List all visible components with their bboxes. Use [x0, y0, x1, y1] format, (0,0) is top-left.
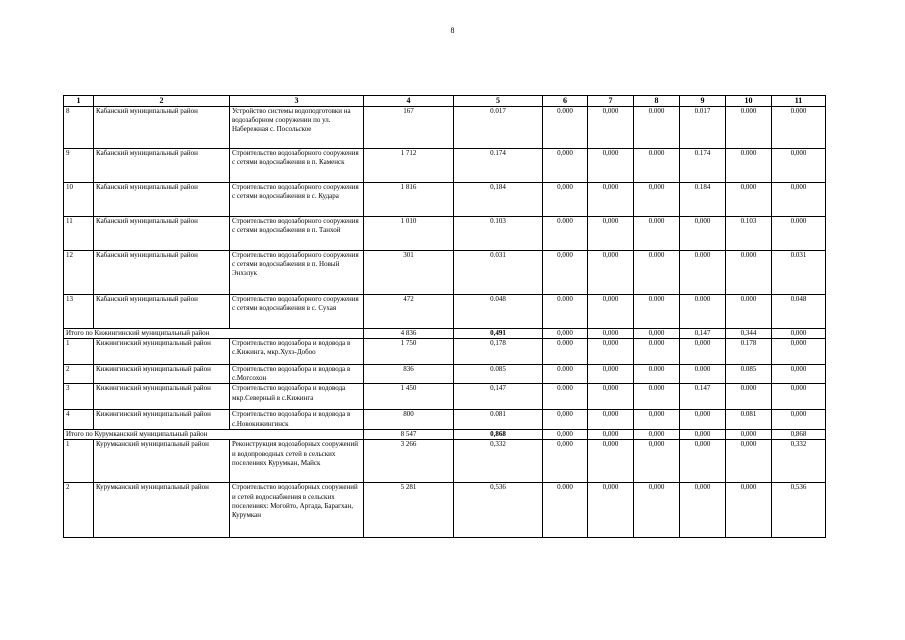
row-number: 9 — [64, 149, 94, 183]
district-cell: Курумканский муниципальный район — [94, 440, 230, 483]
value-cell: 0.103 — [726, 217, 772, 251]
value-cell: 0,000 — [588, 339, 634, 365]
value-cell: 0,000 — [772, 410, 826, 430]
project-cell: Реконструкция водозаборных сооружений и водопроводных сетей в сельских поселениях Курумкан, Майск — [230, 440, 364, 483]
project-cell: Строительство водозаборных сооружений и сетей водоснабжения в сельских поселениях: Могойто, Аргада, Барагхан, Курумкан — [230, 483, 364, 538]
value-cell: 0,000 — [588, 217, 634, 251]
value-cell: 0,000 — [543, 251, 588, 295]
table-row — [64, 217, 826, 251]
page-number: 8 — [450, 26, 455, 35]
table-row — [64, 251, 826, 295]
value-cell: 0.000 — [726, 295, 772, 329]
value-cell: 0,000 — [588, 149, 634, 183]
table-row — [64, 410, 826, 430]
district-cell: Кижингинский муниципальный район — [94, 410, 230, 430]
row-number: 1 — [64, 440, 94, 483]
value-cell: 0.081 — [726, 410, 772, 430]
value-cell: 0.000 — [772, 217, 826, 251]
header-cell: 11 — [772, 96, 826, 107]
value-cell: 0.000 — [634, 339, 680, 365]
value-cell: 0,000 — [726, 183, 772, 217]
value-cell: 0.000 — [772, 107, 826, 149]
row-number: 4 — [64, 410, 94, 430]
total-cell: 0,000 — [588, 430, 634, 440]
value-cell: 0.085 — [726, 365, 772, 384]
total-cell: 0,000 — [680, 430, 726, 440]
value-cell: 0,536 — [772, 483, 826, 538]
row-number: 1 — [64, 339, 94, 365]
data-table — [63, 95, 826, 538]
value-cell: 0,000 — [772, 384, 826, 410]
value-cell: 0.000 — [634, 295, 680, 329]
value-cell: 301 — [364, 251, 454, 295]
total-row — [64, 329, 826, 339]
value-cell: 836 — [364, 365, 454, 384]
value-cell: 0.000 — [634, 384, 680, 410]
total-cell: 0,344 — [726, 329, 772, 339]
value-cell: 0,000 — [543, 183, 588, 217]
value-cell: 800 — [364, 410, 454, 430]
value-cell: 0,000 — [634, 410, 680, 430]
value-cell: 0.000 — [543, 295, 588, 329]
header-cell: 8 — [634, 96, 680, 107]
value-cell: 0,000 — [772, 183, 826, 217]
table-row — [64, 183, 826, 217]
value-cell: 0,000 — [680, 410, 726, 430]
row-number: 11 — [64, 217, 94, 251]
table-row — [64, 339, 826, 365]
value-cell: 0,000 — [772, 365, 826, 384]
project-cell: Строительство водозаборного сооружения с сетями водоснабжения в п. Каменск — [230, 149, 364, 183]
table-row — [64, 483, 826, 538]
value-cell: 0.000 — [726, 251, 772, 295]
row-number: 10 — [64, 183, 94, 217]
value-cell: 5 281 — [364, 483, 454, 538]
table-row — [64, 440, 826, 483]
total-cell: 0,868 — [454, 430, 543, 440]
row-number: 13 — [64, 295, 94, 329]
value-cell: 0.031 — [772, 251, 826, 295]
value-cell: 0,000 — [680, 339, 726, 365]
value-cell: 0,000 — [588, 295, 634, 329]
value-cell: 0,332 — [772, 440, 826, 483]
total-cell: 0,000 — [634, 430, 680, 440]
project-cell: Строительство водозабора и водовода в с.Новокижингинск — [230, 410, 364, 430]
district-cell: Кабанский муниципальный район — [94, 183, 230, 217]
project-cell: Строительство водозаборного сооружения с сетями водоснабжения в п. Новый Энхэлук — [230, 251, 364, 295]
value-cell: 0.000 — [726, 149, 772, 183]
value-cell: 0,000 — [588, 107, 634, 149]
value-cell: 0,000 — [543, 410, 588, 430]
value-cell: 0,000 — [634, 440, 680, 483]
value-cell: 0,000 — [588, 483, 634, 538]
value-cell: 0.000 — [543, 339, 588, 365]
district-cell: Кабанский муниципальный район — [94, 251, 230, 295]
district-cell: Кижингинский муниципальный район — [94, 339, 230, 365]
header-cell: 10 — [726, 96, 772, 107]
header-cell: 9 — [680, 96, 726, 107]
header-cell: 7 — [588, 96, 634, 107]
district-cell: Кижингинский муниципальный район — [94, 365, 230, 384]
value-cell: 0,147 — [454, 384, 543, 410]
project-cell: Строительство водозабора и водовода в с.Могсохон — [230, 365, 364, 384]
project-cell: Строительство водозаборного сооружения с сетями водоснабжения в п. Танхой — [230, 217, 364, 251]
value-cell: 0.184 — [680, 183, 726, 217]
value-cell: 0.000 — [543, 217, 588, 251]
total-cell: 4 836 — [364, 329, 454, 339]
value-cell: 1 816 — [364, 183, 454, 217]
table-row — [64, 107, 826, 149]
district-cell: Кижингинский муниципальный район — [94, 384, 230, 410]
value-cell: 0.178 — [726, 339, 772, 365]
table-row — [64, 149, 826, 183]
total-cell: 0,000 — [543, 329, 588, 339]
project-cell: Устройство системы водоподготовки на водозаборном сооружении по ул. Набережная с. Посольское — [230, 107, 364, 149]
district-cell: Курумканский муниципальный район — [94, 483, 230, 538]
total-cell: 0,868 — [772, 430, 826, 440]
value-cell: 1 450 — [364, 384, 454, 410]
row-number: 2 — [64, 365, 94, 384]
value-cell: 0,000 — [588, 251, 634, 295]
value-cell: 0.174 — [680, 149, 726, 183]
value-cell: 0.000 — [680, 295, 726, 329]
table-row — [64, 295, 826, 329]
district-cell: Кабанский муниципальный район — [94, 217, 230, 251]
value-cell: 0.103 — [454, 217, 543, 251]
project-cell: Строительство водозаборного сооружения с сетями водоснабжения в с. Сухая — [230, 295, 364, 329]
project-cell: Строительство водозабора и водовода мкр.Северный в с.Кижинга — [230, 384, 364, 410]
value-cell: 0.031 — [454, 251, 543, 295]
value-cell: 0.000 — [634, 217, 680, 251]
header-cell: 4 — [364, 96, 454, 107]
total-label: Итого по Кижингинский муниципальный район — [64, 329, 364, 339]
header-cell: 1 — [64, 96, 94, 107]
value-cell: 0.000 — [543, 384, 588, 410]
value-cell: 0.017 — [680, 107, 726, 149]
value-cell: 0.048 — [454, 295, 543, 329]
value-cell: 0.000 — [680, 365, 726, 384]
value-cell: 0,000 — [726, 440, 772, 483]
row-number: 12 — [64, 251, 94, 295]
row-number: 3 — [64, 384, 94, 410]
value-cell: 0.000 — [634, 365, 680, 384]
value-cell: 0.017 — [454, 107, 543, 149]
value-cell: 0.000 — [634, 107, 680, 149]
value-cell: 0,000 — [634, 183, 680, 217]
value-cell: 0.000 — [543, 483, 588, 538]
table-row — [64, 365, 826, 384]
header-cell: 3 — [230, 96, 364, 107]
value-cell: 0,000 — [680, 217, 726, 251]
value-cell: 0,000 — [543, 440, 588, 483]
value-cell: 0,000 — [588, 410, 634, 430]
project-cell: Строительство водозабора и водовода в с.Кижинга, мкр.Хухэ-Добоо — [230, 339, 364, 365]
project-cell: Строительство водозаборного сооружения с сетями водоснабжения в с. Кудара — [230, 183, 364, 217]
total-cell: 0,491 — [454, 329, 543, 339]
value-cell: 0,184 — [454, 183, 543, 217]
district-cell: Кабанский муниципальный район — [94, 107, 230, 149]
total-cell: 8 547 — [364, 430, 454, 440]
value-cell: 167 — [364, 107, 454, 149]
value-cell: 0.085 — [454, 365, 543, 384]
total-cell: 0,000 — [726, 430, 772, 440]
value-cell: 0.000 — [726, 107, 772, 149]
total-label: Итого по Курумканский муниципальный район — [64, 430, 364, 440]
table-header-row — [64, 96, 826, 107]
district-cell: Кабанский муниципальный район — [94, 295, 230, 329]
value-cell: 0.048 — [772, 295, 826, 329]
value-cell: 0.000 — [543, 365, 588, 384]
value-cell: 0.000 — [543, 107, 588, 149]
total-cell: 0,000 — [772, 329, 826, 339]
header-cell: 5 — [454, 96, 543, 107]
value-cell: 472 — [364, 295, 454, 329]
value-cell: 0,000 — [588, 440, 634, 483]
value-cell: 1 712 — [364, 149, 454, 183]
value-cell: 0,332 — [454, 440, 543, 483]
value-cell: 0.081 — [454, 410, 543, 430]
row-number: 8 — [64, 107, 94, 149]
total-row — [64, 430, 826, 440]
value-cell: 0,536 — [454, 483, 543, 538]
total-cell: 0,000 — [543, 430, 588, 440]
value-cell: 0,000 — [588, 183, 634, 217]
value-cell: 0.174 — [454, 149, 543, 183]
value-cell: 0,000 — [634, 483, 680, 538]
value-cell: 0,000 — [680, 483, 726, 538]
value-cell: 1 750 — [364, 339, 454, 365]
value-cell: 0,000 — [543, 149, 588, 183]
value-cell: 0,000 — [588, 384, 634, 410]
value-cell: 1 010 — [364, 217, 454, 251]
header-cell: 2 — [94, 96, 230, 107]
value-cell: 3 266 — [364, 440, 454, 483]
row-number: 2 — [64, 483, 94, 538]
value-cell: 0.147 — [680, 384, 726, 410]
value-cell: 0,000 — [588, 365, 634, 384]
total-cell: 0,000 — [588, 329, 634, 339]
district-cell: Кабанский муниципальный район — [94, 149, 230, 183]
value-cell: 0,000 — [772, 149, 826, 183]
value-cell: 0,000 — [680, 440, 726, 483]
value-cell: 0.000 — [680, 251, 726, 295]
header-cell: 6 — [543, 96, 588, 107]
value-cell: 0.000 — [634, 149, 680, 183]
value-cell: 0,000 — [726, 483, 772, 538]
value-cell: 0.000 — [634, 251, 680, 295]
table-row — [64, 384, 826, 410]
total-cell: 0,000 — [634, 329, 680, 339]
value-cell: 0.000 — [726, 384, 772, 410]
value-cell: 0,178 — [454, 339, 543, 365]
value-cell: 0,000 — [772, 339, 826, 365]
total-cell: 0,147 — [680, 329, 726, 339]
